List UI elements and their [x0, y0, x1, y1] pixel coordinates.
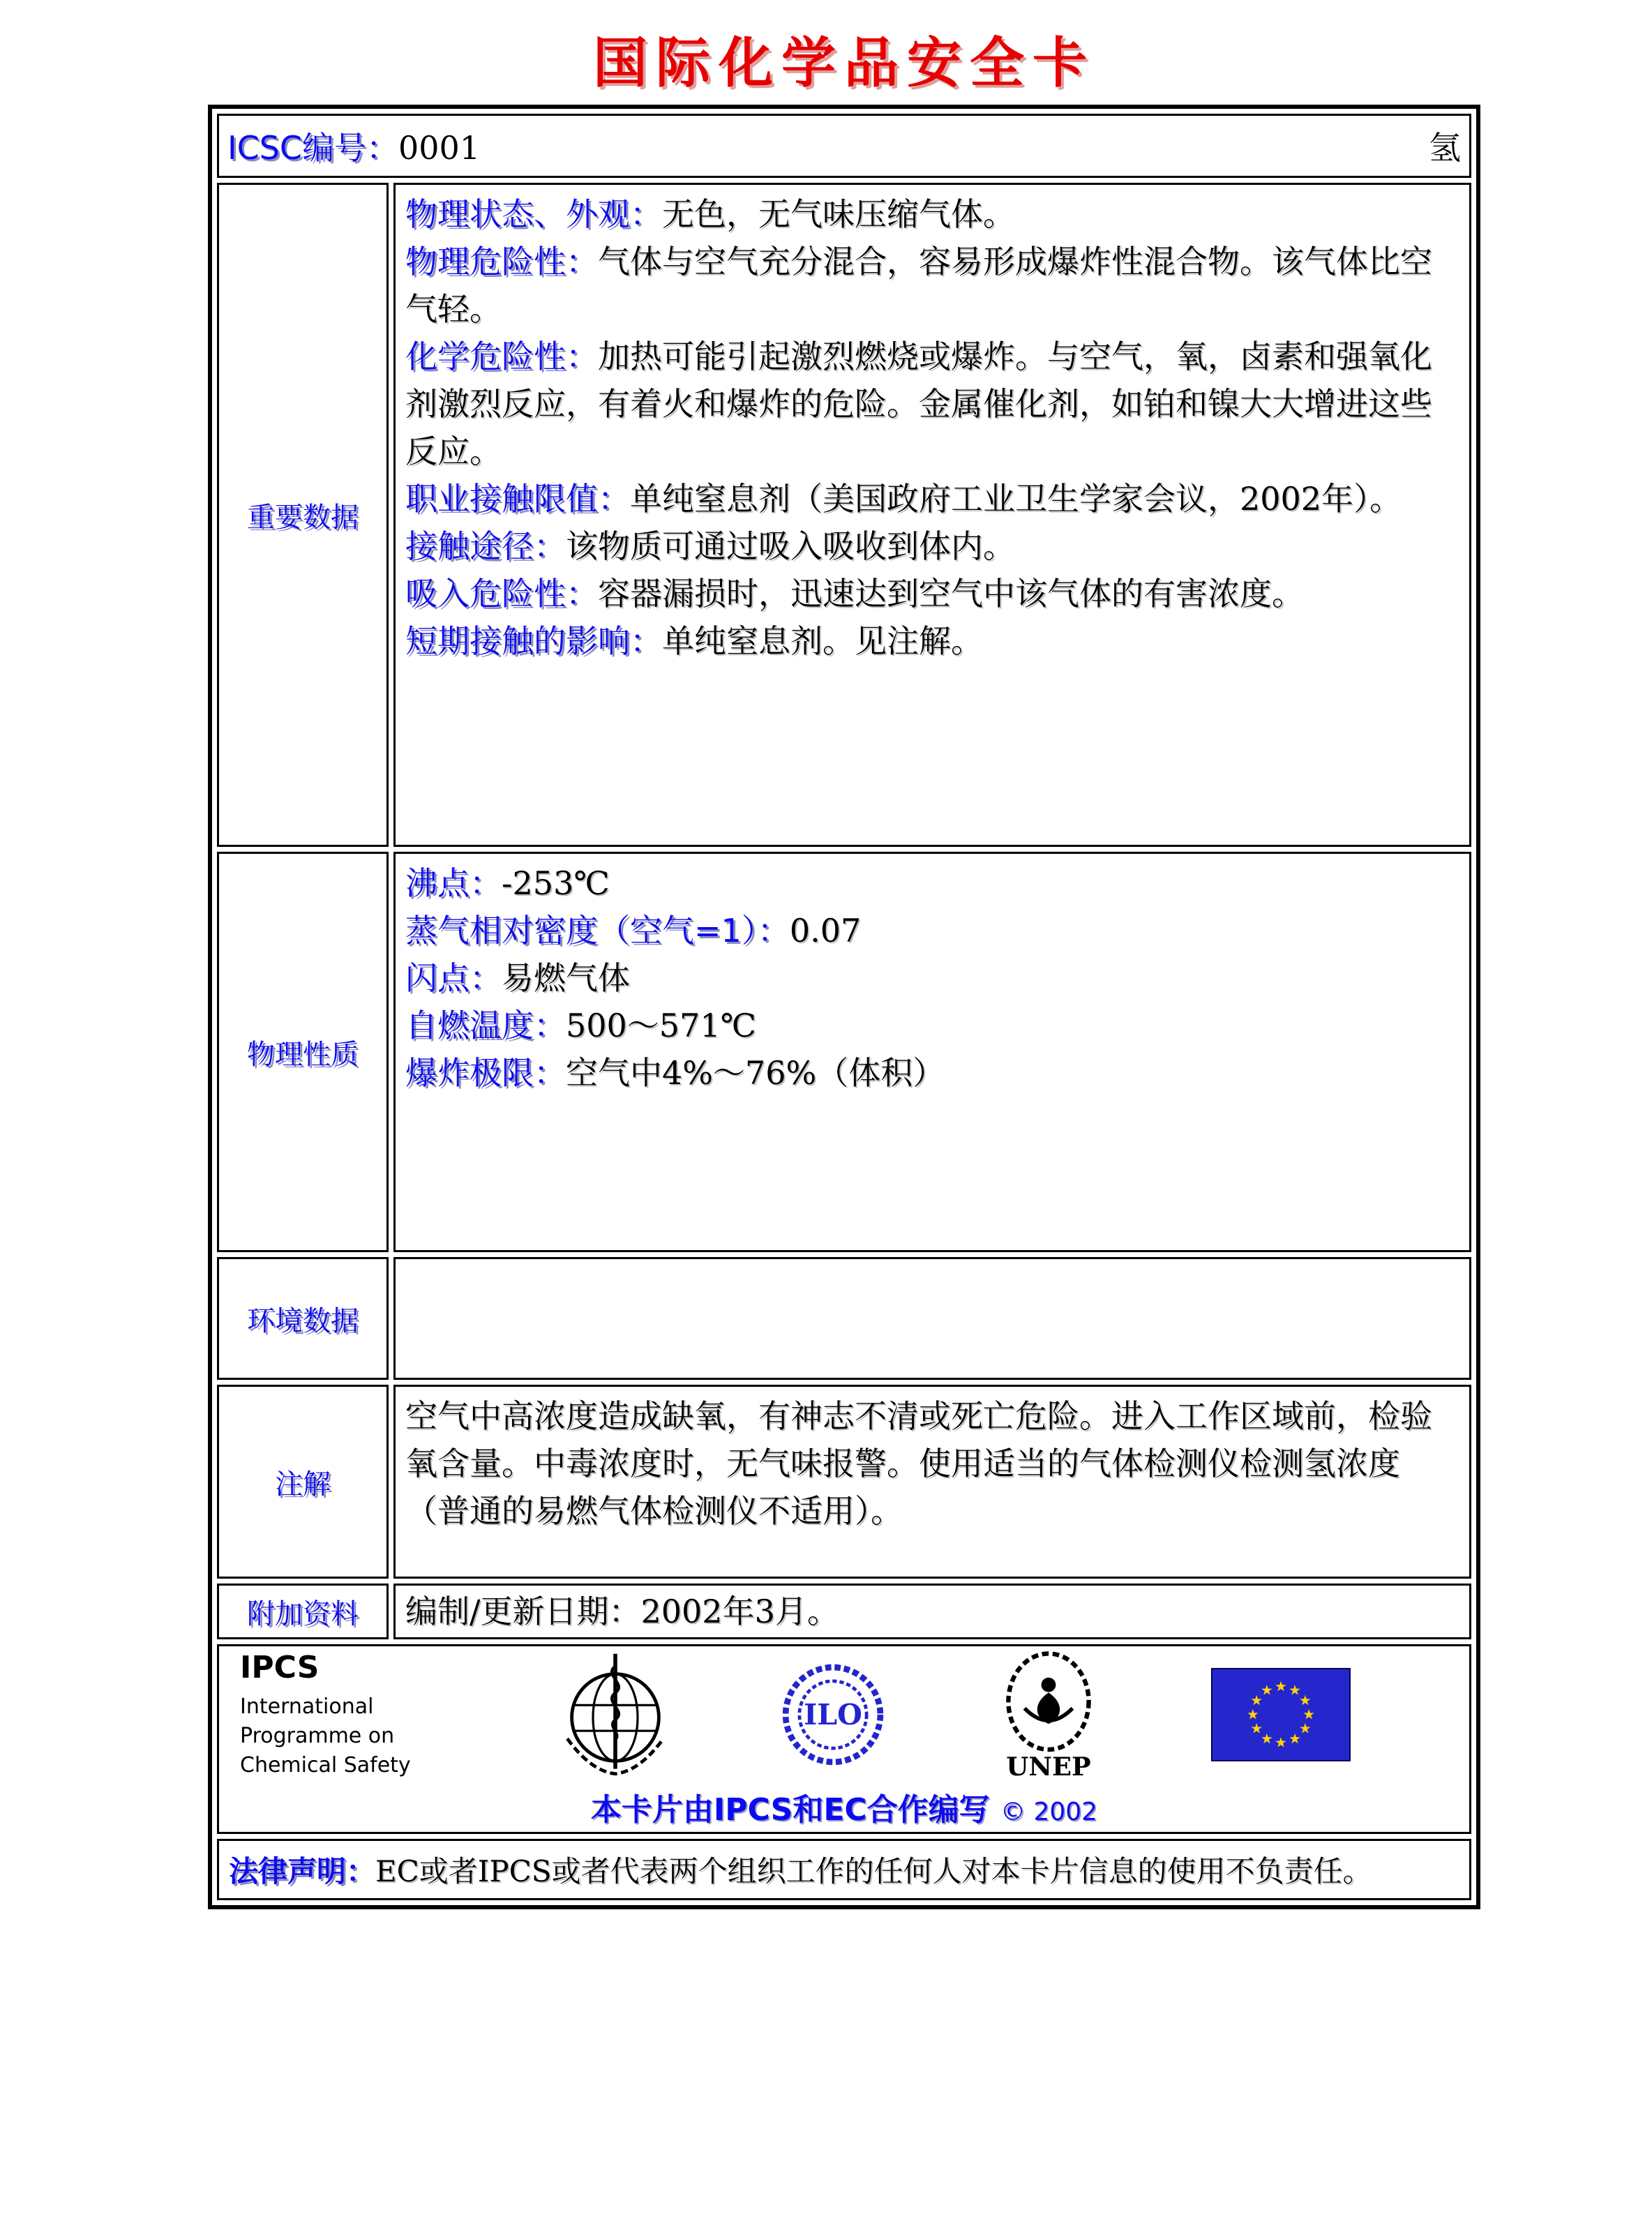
data-item: 蒸气相对密度（空气=1）：0.07 [405, 912, 862, 949]
data-item: 物理危险性：气体与空气充分混合，容易形成爆炸性混合物。该气体比空气轻。 [405, 243, 1432, 328]
update-date-text: 编制/更新日期：2002年3月。 [405, 1593, 839, 1630]
data-item: 爆炸极限：空气中4%～76%（体积） [405, 1054, 945, 1092]
ipcs-text-block [240, 1650, 449, 1780]
icsc-header-cell [217, 114, 1471, 178]
section-label-text: 环境数据 [247, 1304, 359, 1337]
section-row-environment [217, 1257, 1471, 1380]
copyright-text: © 2002 [1000, 1798, 1098, 1826]
unep-caption: UNEP [1005, 1750, 1091, 1780]
section-label-text: 物理性质 [247, 1038, 359, 1071]
section-row-physical [217, 852, 1471, 1252]
section-label-important [217, 183, 389, 847]
section-content-environment [393, 1257, 1471, 1380]
section-label-text: 重要数据 [247, 501, 359, 534]
section-label-text: 附加资料 [247, 1597, 359, 1630]
data-item: 短期接触的影响：单纯窒息剂。见注解。 [405, 622, 983, 660]
section-label-text: 注解 [275, 1468, 331, 1501]
data-item: 自燃温度：500～571℃ [405, 1007, 757, 1044]
chemical-name: 氢 [1429, 129, 1461, 167]
icsc-card-table [208, 105, 1480, 1909]
data-item: 吸入危险性：容器漏损时，迅速达到空气中该气体的有害浓度。 [405, 575, 1304, 612]
legal-row [217, 1839, 1471, 1900]
ipcs-title: IPCS [240, 1649, 320, 1685]
legal-cell [217, 1839, 1471, 1900]
unep-emblem-icon [996, 1649, 1102, 1780]
icsc-number-group [227, 123, 480, 169]
logos-row [217, 1644, 1471, 1834]
ipcs-subtitle-line: Programme on [240, 1723, 395, 1748]
section-label-physical [217, 852, 389, 1252]
data-item: 物理状态、外观：无色，无气味压缩气体。 [405, 195, 1015, 233]
header-row [217, 114, 1471, 178]
section-row-important [217, 183, 1471, 847]
icsc-number-label: ICSC编号： [227, 129, 399, 167]
page-title: 国际化学品安全卡 [592, 31, 1095, 95]
eu-flag-icon [1211, 1668, 1351, 1761]
section-content-physical [393, 852, 1471, 1252]
section-content-additional [393, 1584, 1471, 1639]
legal-label: 法律声明： [229, 1854, 376, 1888]
section-content-notes [393, 1385, 1471, 1579]
credit-text: 本卡片由IPCS和EC合作编写 [590, 1792, 990, 1828]
section-content-important [393, 183, 1471, 847]
data-item: 化学危险性：加热可能引起激烈燃烧或爆炸。与空气，氧，卤素和强氧化剂激烈反应，有着火和爆炸的危险。金属催化剂，如铂和镍大大增进这些反应。 [405, 338, 1432, 470]
section-label-additional [217, 1584, 389, 1639]
ilo-emblem-icon [781, 1651, 885, 1778]
legal-text: EC或者IPCS或者代表两个组织工作的任何人对本卡片信息的使用不负责任。 [375, 1854, 1372, 1888]
data-item: 闪点：易燃气体 [405, 959, 630, 997]
who-emblem-icon [560, 1650, 671, 1779]
data-item: 职业接触限值：单纯窒息剂（美国政府工业卫生学家会议，2002年）。 [405, 480, 1402, 518]
data-item: 沸点：-253℃ [405, 864, 610, 902]
ipcs-subtitle-line: International [240, 1694, 374, 1719]
ipcs-subtitle-line: Chemical Safety [240, 1752, 411, 1777]
section-row-additional [217, 1584, 1471, 1639]
data-item: 空气中高浓度造成缺氧，有神志不清或死亡危险。进入工作区域前，检验氧含量。中毒浓度时，无气味报警。使用适当的气体检测仪检测氢浓度（普通的易燃气体检测仪不适用）。 [405, 1397, 1432, 1530]
logos-cell [217, 1644, 1471, 1834]
data-item: 接触途径：该物质可通过吸入吸收到体内。 [405, 527, 1015, 565]
section-label-environment [217, 1257, 389, 1380]
section-row-notes [217, 1385, 1471, 1579]
section-label-notes [217, 1385, 389, 1579]
credit-line [233, 1784, 1455, 1829]
ilo-caption: ILO [804, 1697, 862, 1732]
icsc-number-value: 0001 [398, 129, 481, 167]
